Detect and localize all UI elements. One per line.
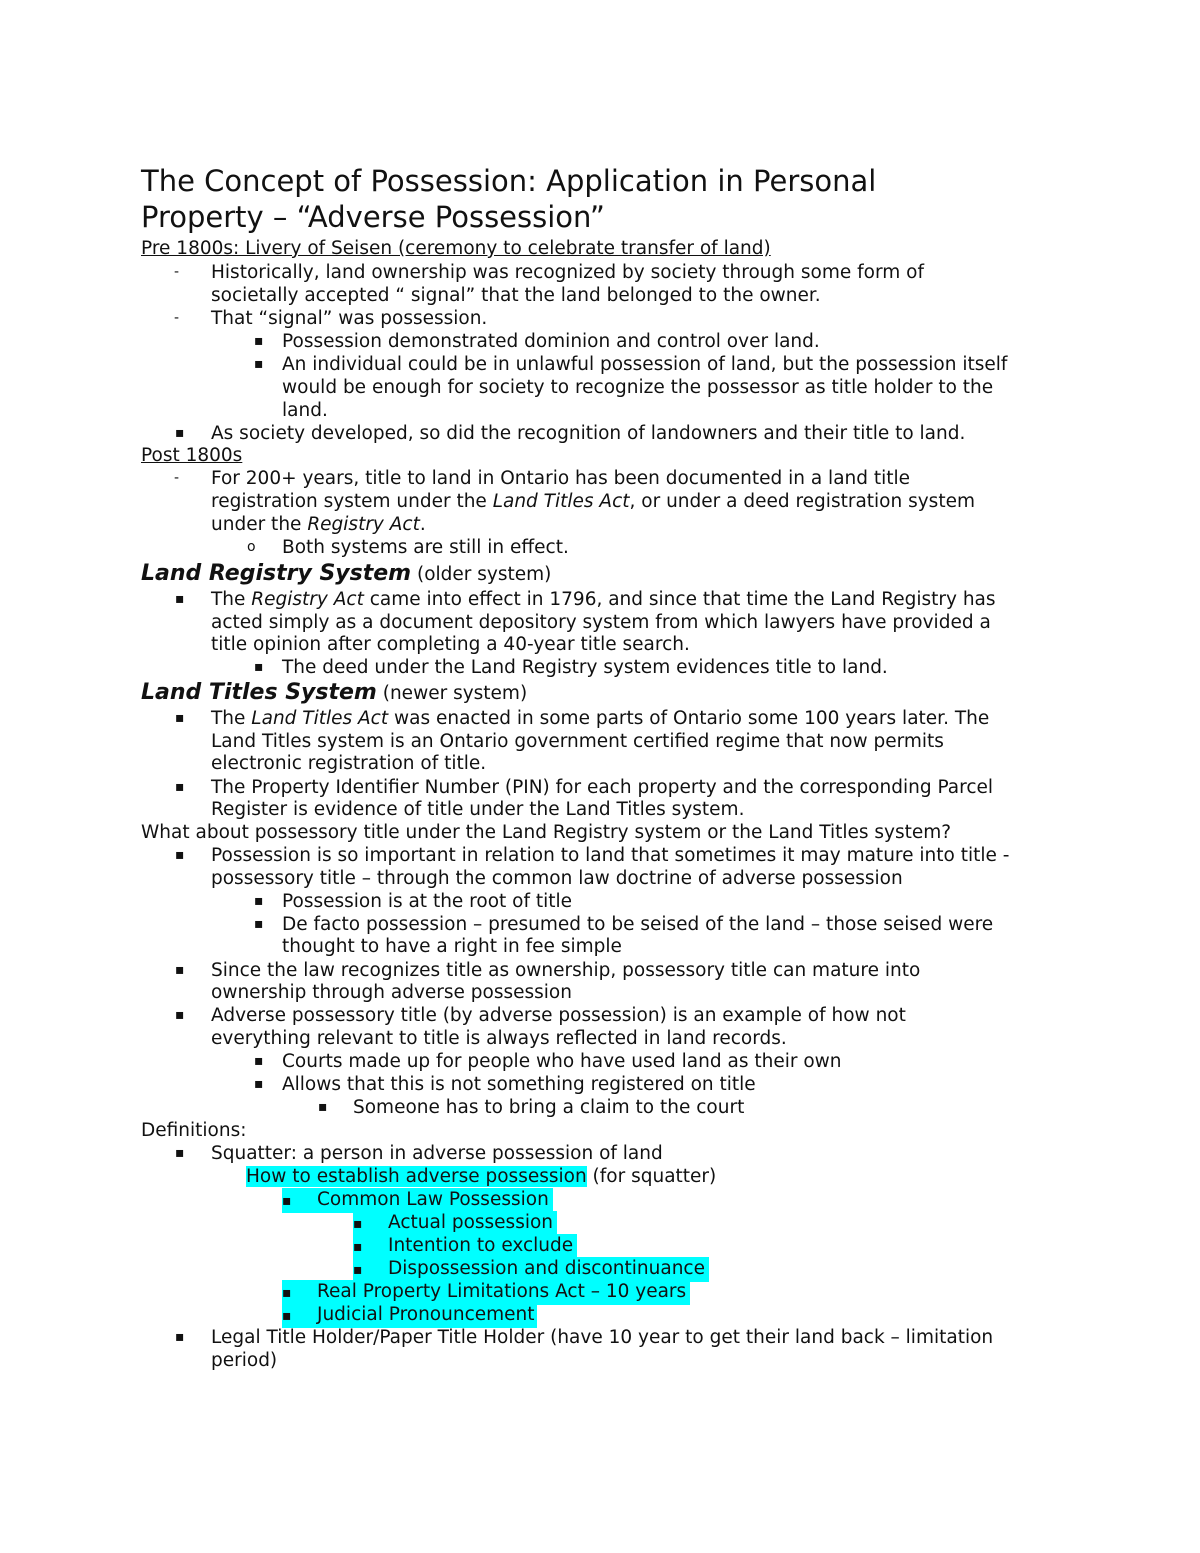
definitions-jp [282, 1303, 537, 1328]
definitions-dd [353, 1257, 709, 1282]
possessory-b3-line1: Adverse possessory title (by adverse possession) is an example of how not [211, 1005, 906, 1026]
pre1800-sub2-line1: An individual could be in unlawful possession of land, but the possession itself [282, 354, 1008, 375]
title-line-2: Property – “Adverse Possession” [141, 200, 605, 234]
pre1800-dash2: That “signal” was possession. [211, 308, 488, 329]
pre1800-sub2-line3: land. [282, 400, 328, 421]
square-bullet: ▪ [254, 356, 264, 372]
square-bullet: ▪ [282, 1193, 292, 1209]
post1800-dash-line2 [211, 490, 975, 513]
document-title [141, 163, 1101, 235]
text-run: came into effect in 1796, and since that time the Land Registry has [363, 589, 996, 610]
act-name-italic: Land Titles Act [251, 708, 389, 729]
definitions-squatter: Squatter: a person in adverse possession of land [211, 1143, 663, 1164]
square-bullet: ▪ [175, 1329, 185, 1345]
text-run: Actual possession [388, 1212, 554, 1233]
text-run: , or under a deed registration system [629, 491, 975, 512]
titles-heading-title: Land Titles System [141, 680, 377, 705]
square-bullet: ▪ [282, 1308, 292, 1324]
text-run: Intention to exclude [388, 1235, 574, 1256]
definitions-ie [353, 1234, 577, 1259]
titles-b2-line1: The Property Identifier Number (PIN) for each property and the corresponding Parcel [211, 777, 994, 798]
text-run: registration system under the [211, 491, 493, 512]
possessory-b1-line2: possessory title – through the common law doctrine of adverse possession [211, 868, 903, 889]
titles-b1-line1 [211, 707, 989, 730]
possessory-b2-line1: Since the law recognizes title as ownership, possessory title can mature into [211, 960, 921, 981]
text-run: Real Property Limitations Act – 10 years [317, 1281, 687, 1302]
definitions-legal-line2: period) [211, 1350, 278, 1371]
dash-marker: - [174, 470, 180, 486]
possessory-s2-line2: thought to have a right in fee simple [282, 936, 622, 957]
square-bullet: ▪ [254, 916, 264, 932]
pre1800-heading: Pre 1800s: Livery of Seisen (ceremony to celebrate transfer of land) [141, 238, 771, 259]
text-run: was enacted in some parts of Ontario some 100 years later. The [388, 708, 990, 729]
post1800-dash-line1: For 200+ years, title to land in Ontario has been documented in a land title [211, 468, 911, 489]
registry-b1-line2: acted simply as a document depository system from which lawyers have provided a [211, 612, 991, 633]
act-name-italic: Registry Act [307, 514, 420, 535]
text-run: The [211, 589, 252, 610]
square-bullet: ▪ [254, 333, 264, 349]
titles-b1-line3: electronic registration of title. [211, 753, 487, 774]
possessory-b3-line2: everything relevant to title is always reflected in land records. [211, 1028, 787, 1049]
text-run: Common Law Possession [317, 1189, 549, 1210]
square-bullet: ▪ [318, 1099, 328, 1115]
titles-heading [141, 680, 527, 707]
square-bullet: ▪ [353, 1262, 363, 1278]
square-bullet: ▪ [175, 1145, 185, 1161]
registry-sub: The deed under the Land Registry system evidences title to land. [282, 657, 888, 678]
square-bullet: ▪ [175, 591, 185, 607]
pre1800-sub1: Possession demonstrated dominion and control over land. [282, 331, 820, 352]
dash-marker: - [174, 310, 180, 326]
text-run: Dispossession and discontinuance [388, 1258, 705, 1279]
square-bullet: ▪ [175, 710, 185, 726]
square-bullet: ▪ [254, 1076, 264, 1092]
possessory-s4: Allows that this is not something registered on title [282, 1074, 756, 1095]
square-bullet: ▪ [254, 1053, 264, 1069]
post1800-sub: Both systems are still in effect. [282, 537, 569, 558]
definitions-ap [353, 1211, 557, 1236]
text-run: Judicial Pronouncement [317, 1304, 535, 1325]
possessory-b1-line1: Possession is so important in relation to land that sometimes it may mature into title - [211, 845, 1010, 866]
post1800-dash-line3 [211, 513, 426, 536]
post1800-heading: Post 1800s [141, 445, 243, 466]
text-run: . [419, 514, 426, 535]
text-run: under the [211, 514, 308, 535]
possessory-question: What about possessory title under the Land Registry system or the Land Titles system? [141, 822, 952, 843]
titles-heading-note: (newer system) [376, 683, 528, 704]
possessory-ss1: Someone has to bring a claim to the court [353, 1097, 745, 1118]
titles-b2-line2: Register is evidence of title under the Land Titles system. [211, 799, 745, 820]
square-bullet: ▪ [282, 1285, 292, 1301]
possessory-s2-line1: De facto possession – presumed to be seised of the land – those seised were [282, 914, 994, 935]
square-bullet: ▪ [175, 425, 185, 441]
titles-b1-line2: Land Titles system is an Ontario government certified regime that now permits [211, 731, 944, 752]
definitions-clp [282, 1188, 553, 1213]
pre1800-bullet: As society developed, so did the recognition of landowners and their title to land. [211, 423, 966, 444]
registry-heading [141, 561, 551, 588]
possessory-s1: Possession is at the root of title [282, 891, 573, 912]
act-name-italic: Land Titles Act [492, 491, 630, 512]
text-run: (for squatter) [586, 1166, 717, 1187]
definitions-heading: Definitions: [141, 1120, 247, 1141]
act-name-italic: Registry Act [251, 589, 364, 610]
pre1800-sub2-line2: would be enough for society to recognize the possessor as title holder to the [282, 377, 994, 398]
possessory-s3: Courts made up for people who have used land as their own [282, 1051, 842, 1072]
square-bullet: ▪ [353, 1216, 363, 1232]
definitions-legal-line1: Legal Title Holder/Paper Title Holder (have 10 year to get their land back – limitation [211, 1327, 994, 1348]
highlighted-text: How to establish adverse possession [246, 1166, 587, 1187]
pre1800-dash1-line1: Historically, land ownership was recognized by society through some form of [211, 262, 924, 283]
dash-marker: - [174, 264, 180, 280]
square-bullet: ▪ [175, 962, 185, 978]
title-line-1: The Concept of Possession: Application in Personal [141, 164, 877, 198]
definitions-rpla [282, 1280, 690, 1305]
square-bullet: ▪ [254, 893, 264, 909]
registry-heading-title: Land Registry System [141, 561, 412, 586]
registry-b1-line3: title opinion after completing a 40-year title search. [211, 634, 690, 655]
registry-heading-note: (older system) [411, 564, 552, 585]
possessory-b2-line2: ownership through adverse possession [211, 982, 572, 1003]
square-bullet: ▪ [175, 847, 185, 863]
registry-b1-line1 [211, 588, 996, 611]
pre1800-dash1-line2: societally accepted “ signal” that the land belonged to the owner. [211, 285, 821, 306]
square-bullet: ▪ [175, 779, 185, 795]
circle-bullet: o [247, 539, 256, 555]
definitions-how [246, 1165, 716, 1188]
text-run: The [211, 708, 252, 729]
square-bullet: ▪ [175, 1007, 185, 1023]
square-bullet: ▪ [353, 1239, 363, 1255]
square-bullet: ▪ [254, 659, 264, 675]
